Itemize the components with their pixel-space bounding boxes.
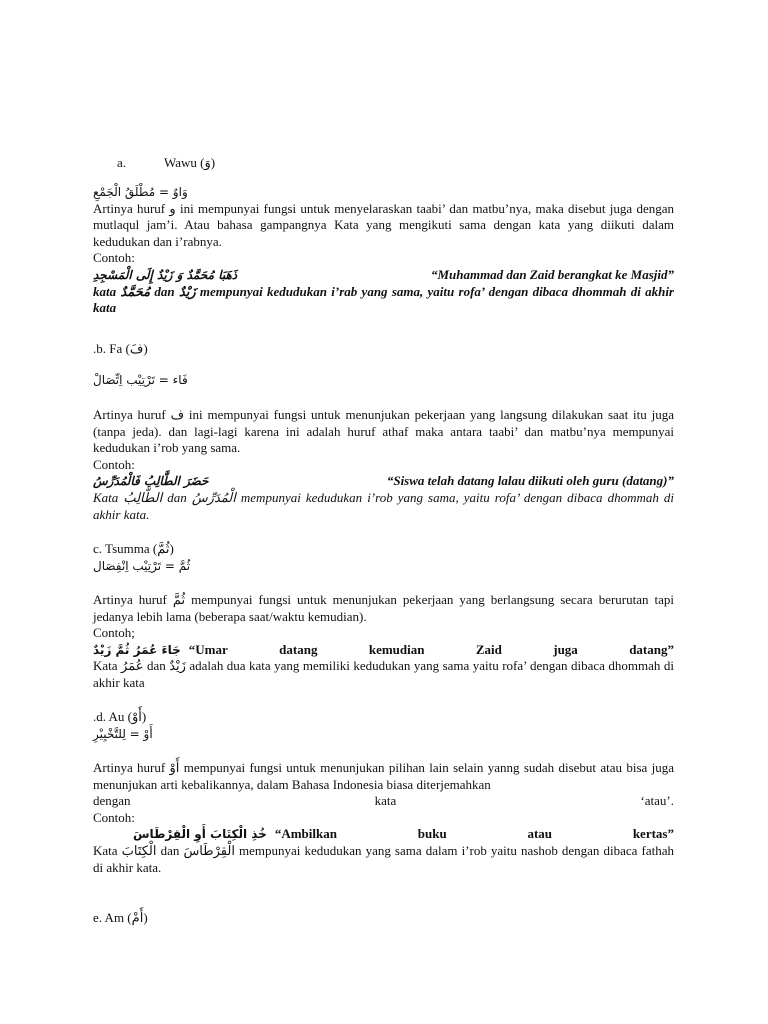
example-translation: “Siswa telah datang lalau diikuti oleh guru (datang)” xyxy=(386,473,674,489)
arabic-rule: وَاوٌ = مُطْلَقُ الْجَمْعِ xyxy=(93,185,188,199)
translation-word: kertas” xyxy=(632,826,674,842)
description-paragraph: Artinya huruf و ini mempunyai fungsi untuk menyelaraskan taabi’ dan matbu’nya, maka disebut juga dengan mutlaqul jam’i. Atau bahasa gampangnya Kata yang mengikuti sama dengan kata yang diikuti dalam kedudukan dan i’rabnya. xyxy=(93,200,674,249)
arabic-example: ذَهَبَا مُحَمَّدٌ وَ زَيْدٌ إِلَى الْمَسْجِدِ xyxy=(93,267,238,282)
section-fa xyxy=(93,341,674,358)
section-heading xyxy=(93,155,674,172)
example-line xyxy=(93,642,674,659)
arabic-rule: ثُمَّ = تَرْتِيْب اِنْفِصَال xyxy=(93,558,191,573)
contoh-label: Contoh: xyxy=(93,250,135,266)
arabic-rule: فَاء = تَرْتِيْب اِتِّصَالْ xyxy=(93,373,188,387)
section-fa-rule xyxy=(93,372,674,389)
arabic-example: خُذِ الْكِتَابَ أَوِ الْقِرْطَاسَ xyxy=(133,827,267,842)
translation-word: atau xyxy=(527,826,553,842)
contoh-label: Contoh: xyxy=(93,456,135,472)
example-translation xyxy=(275,826,674,843)
justified-word: ‘atau’. xyxy=(640,793,674,809)
example-line xyxy=(93,473,674,490)
example-note: kata مُحَمَّدٌ dan زَيْدٌ mempunyai kedudukan i’rab yang sama, yaitu rofa’ dengan dibaca dhommah di akhir kata xyxy=(93,283,674,316)
example-line xyxy=(93,267,674,284)
arabic-rule-line xyxy=(93,184,674,201)
section-title: e. Am (أَمْ) xyxy=(93,910,148,925)
section-am xyxy=(93,910,674,927)
section-title: Wawu (وَ) xyxy=(164,155,216,170)
example-translation: “Muhammad dan Zaid berangkat ke Masjid” xyxy=(430,266,674,282)
translation-word: datang” xyxy=(629,641,674,657)
justified-word: kata xyxy=(374,793,397,809)
description-paragraph: Artinya huruf ثُمَّ mempunyai fungsi untuk menunjukan pekerjaan yang berlangsung secara berurutan tapi jedanya lebih lama (beberapa saat/waktu kemudian). xyxy=(93,592,674,624)
section-wawu xyxy=(93,155,674,172)
example-line xyxy=(93,826,674,843)
translation-word: datang xyxy=(279,641,318,657)
example-note: Kata عُمَرُ dan زَيْدٌ adalah dua kata yang memiliki kedudukan yang sama yaitu rofa’ dengan dibaca dhommah di akhir kata xyxy=(93,658,674,690)
contoh-label: Contoh: xyxy=(93,809,135,825)
section-wawu-body xyxy=(93,184,674,317)
translation-word: “Umar xyxy=(188,641,228,657)
section-tsumma xyxy=(93,541,674,574)
section-fa-body xyxy=(93,407,674,523)
translation-word: juga xyxy=(553,641,578,657)
example-translation xyxy=(189,642,674,659)
section-title: .b. Fa (فَ) xyxy=(93,341,148,356)
arabic-rule-line xyxy=(93,726,674,743)
description-last-line xyxy=(93,793,674,810)
contoh-label: Contoh; xyxy=(93,625,135,641)
list-marker: a. xyxy=(117,155,127,170)
arabic-rule-line xyxy=(93,558,674,575)
section-au-body xyxy=(93,760,674,876)
section-au xyxy=(93,709,674,742)
justified-word: dengan xyxy=(93,793,131,809)
section-title: c. Tsumma (ثُمَّ) xyxy=(93,541,174,556)
description-paragraph: Artinya huruf أَوْ mempunyai fungsi untuk menunjukan pilihan lain selain yanng sudah disebut atau bisa juga menunjukan arti kebalikannya, dalam Bahasa Indonesia biasa diterjemahkan xyxy=(93,760,674,792)
arabic-example: جَاءَ عُمَرُ ثُمَّ زَيْدٌ xyxy=(93,642,181,657)
arabic-example: حَضَرَ الطَّالِبُ فَالْمُدَرِّسُ xyxy=(93,474,209,489)
example-note: Kata الطَّالِبُ dan الْمُدَرِّسُ mempunyai kedudukan i’rob yang sama, yaitu rofa’ dengan dibaca dhommah di akhir kata. xyxy=(93,489,674,522)
arabic-rule: أَوْ = لِلتَّخْيِيْرِ xyxy=(93,726,153,741)
translation-word: kemudian xyxy=(368,641,425,657)
translation-word: buku xyxy=(417,826,447,842)
section-tsumma-body xyxy=(93,592,674,692)
description-paragraph: Artinya huruf ف ini mempunyai fungsi untuk menunjukan pekerjaan yang langsung dilakukan saat itu juga (tanpa jeda). dan lagi-lagi karena ini adalah huruf athaf maka antara taabi’ dan matbu’nya mempunyai kedudukan i’rob yang sama. xyxy=(93,407,674,456)
translation-word: “Ambilkan xyxy=(274,826,337,842)
translation-word: Zaid xyxy=(475,641,502,657)
example-note: Kata الْكِتَابَ dan الْقِرْطَاسَ mempunyai kedudukan yang sama dalam i’rob yaitu nashob dengan dibaca fathah di akhir kata. xyxy=(93,842,674,875)
section-title: .d. Au (أَوْ) xyxy=(93,709,147,724)
